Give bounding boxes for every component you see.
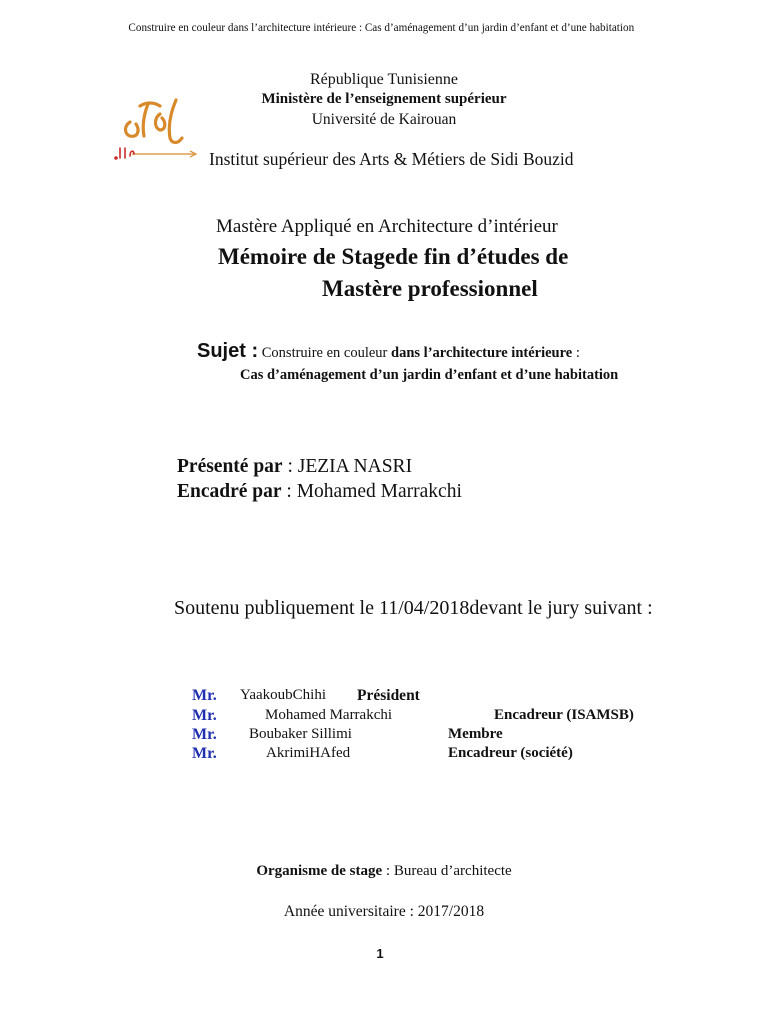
jury-name: YaakoubChihi [240,687,326,703]
running-header: Construire en couleur dans l’architecture intérieure : Cas d’aménagement d’un jardin d’enfant et d’une habitation [128,20,635,34]
ministry-name: Ministère de l’enseignement supérieur [261,91,507,107]
jury-row [192,726,692,746]
jury-name: Mohamed Marrakchi [265,707,393,723]
supervised-by-label: Encadré par [177,481,282,502]
jury-name: Boubaker Sillimi [249,726,352,742]
organism-value: : Bureau d’architecte [385,863,512,879]
jury-title: Mr. [192,726,217,743]
jury-row [192,707,692,727]
subject-label: Sujet : [197,340,259,362]
jury-role: Encadreur (ISAMSB) [494,707,634,723]
jury-title: Mr. [192,745,217,762]
program-name: Mastère Appliqué en Architecture d’intérieur [216,216,558,237]
thesis-title-line-1: Mémoire de Stagede fin d’études de [218,244,569,269]
jury-title: Mr. [192,707,217,724]
subject-part-1: Construire en couleur [261,345,388,361]
jury-role: Président [357,687,420,704]
internship-organism [0,863,768,880]
jury-name: AkrimiHAfed [266,745,351,761]
jury-row [192,687,692,707]
jury-role: Membre [448,726,503,742]
presented-by-label: Présenté par [177,456,283,477]
republic-name: République Tunisienne [309,71,458,88]
university-name: Université de Kairouan [311,111,457,128]
institute-name: Institut supérieur des Arts & Métiers de Sidi Bouzid [209,149,574,169]
defense-statement: Soutenu publiquement le 11/04/2018devant le jury suivant : [174,597,653,619]
subject-part-3: : [575,345,580,361]
supervised-by [177,481,462,503]
presented-by [177,456,412,478]
page-number: 1 [376,946,384,961]
subject-part-2: dans l’architecture intérieure [391,345,573,361]
jury-row [192,745,692,765]
subject-line-2: Cas d’aménagement d’un jardin d’enfant et d’une habitation [240,367,619,383]
presented-by-value: : JEZIA NASRI [287,456,413,477]
supervised-by-value: : Mohamed Marrakchi [286,481,462,502]
subject-line [197,340,580,363]
thesis-title-line-2: Mastère professionnel [322,276,538,301]
jury-role: Encadreur (société) [448,745,573,761]
academic-year: Année universitaire : 2017/2018 [283,903,485,920]
organism-label: Organisme de stage [256,863,383,879]
jury-title: Mr. [192,687,217,704]
